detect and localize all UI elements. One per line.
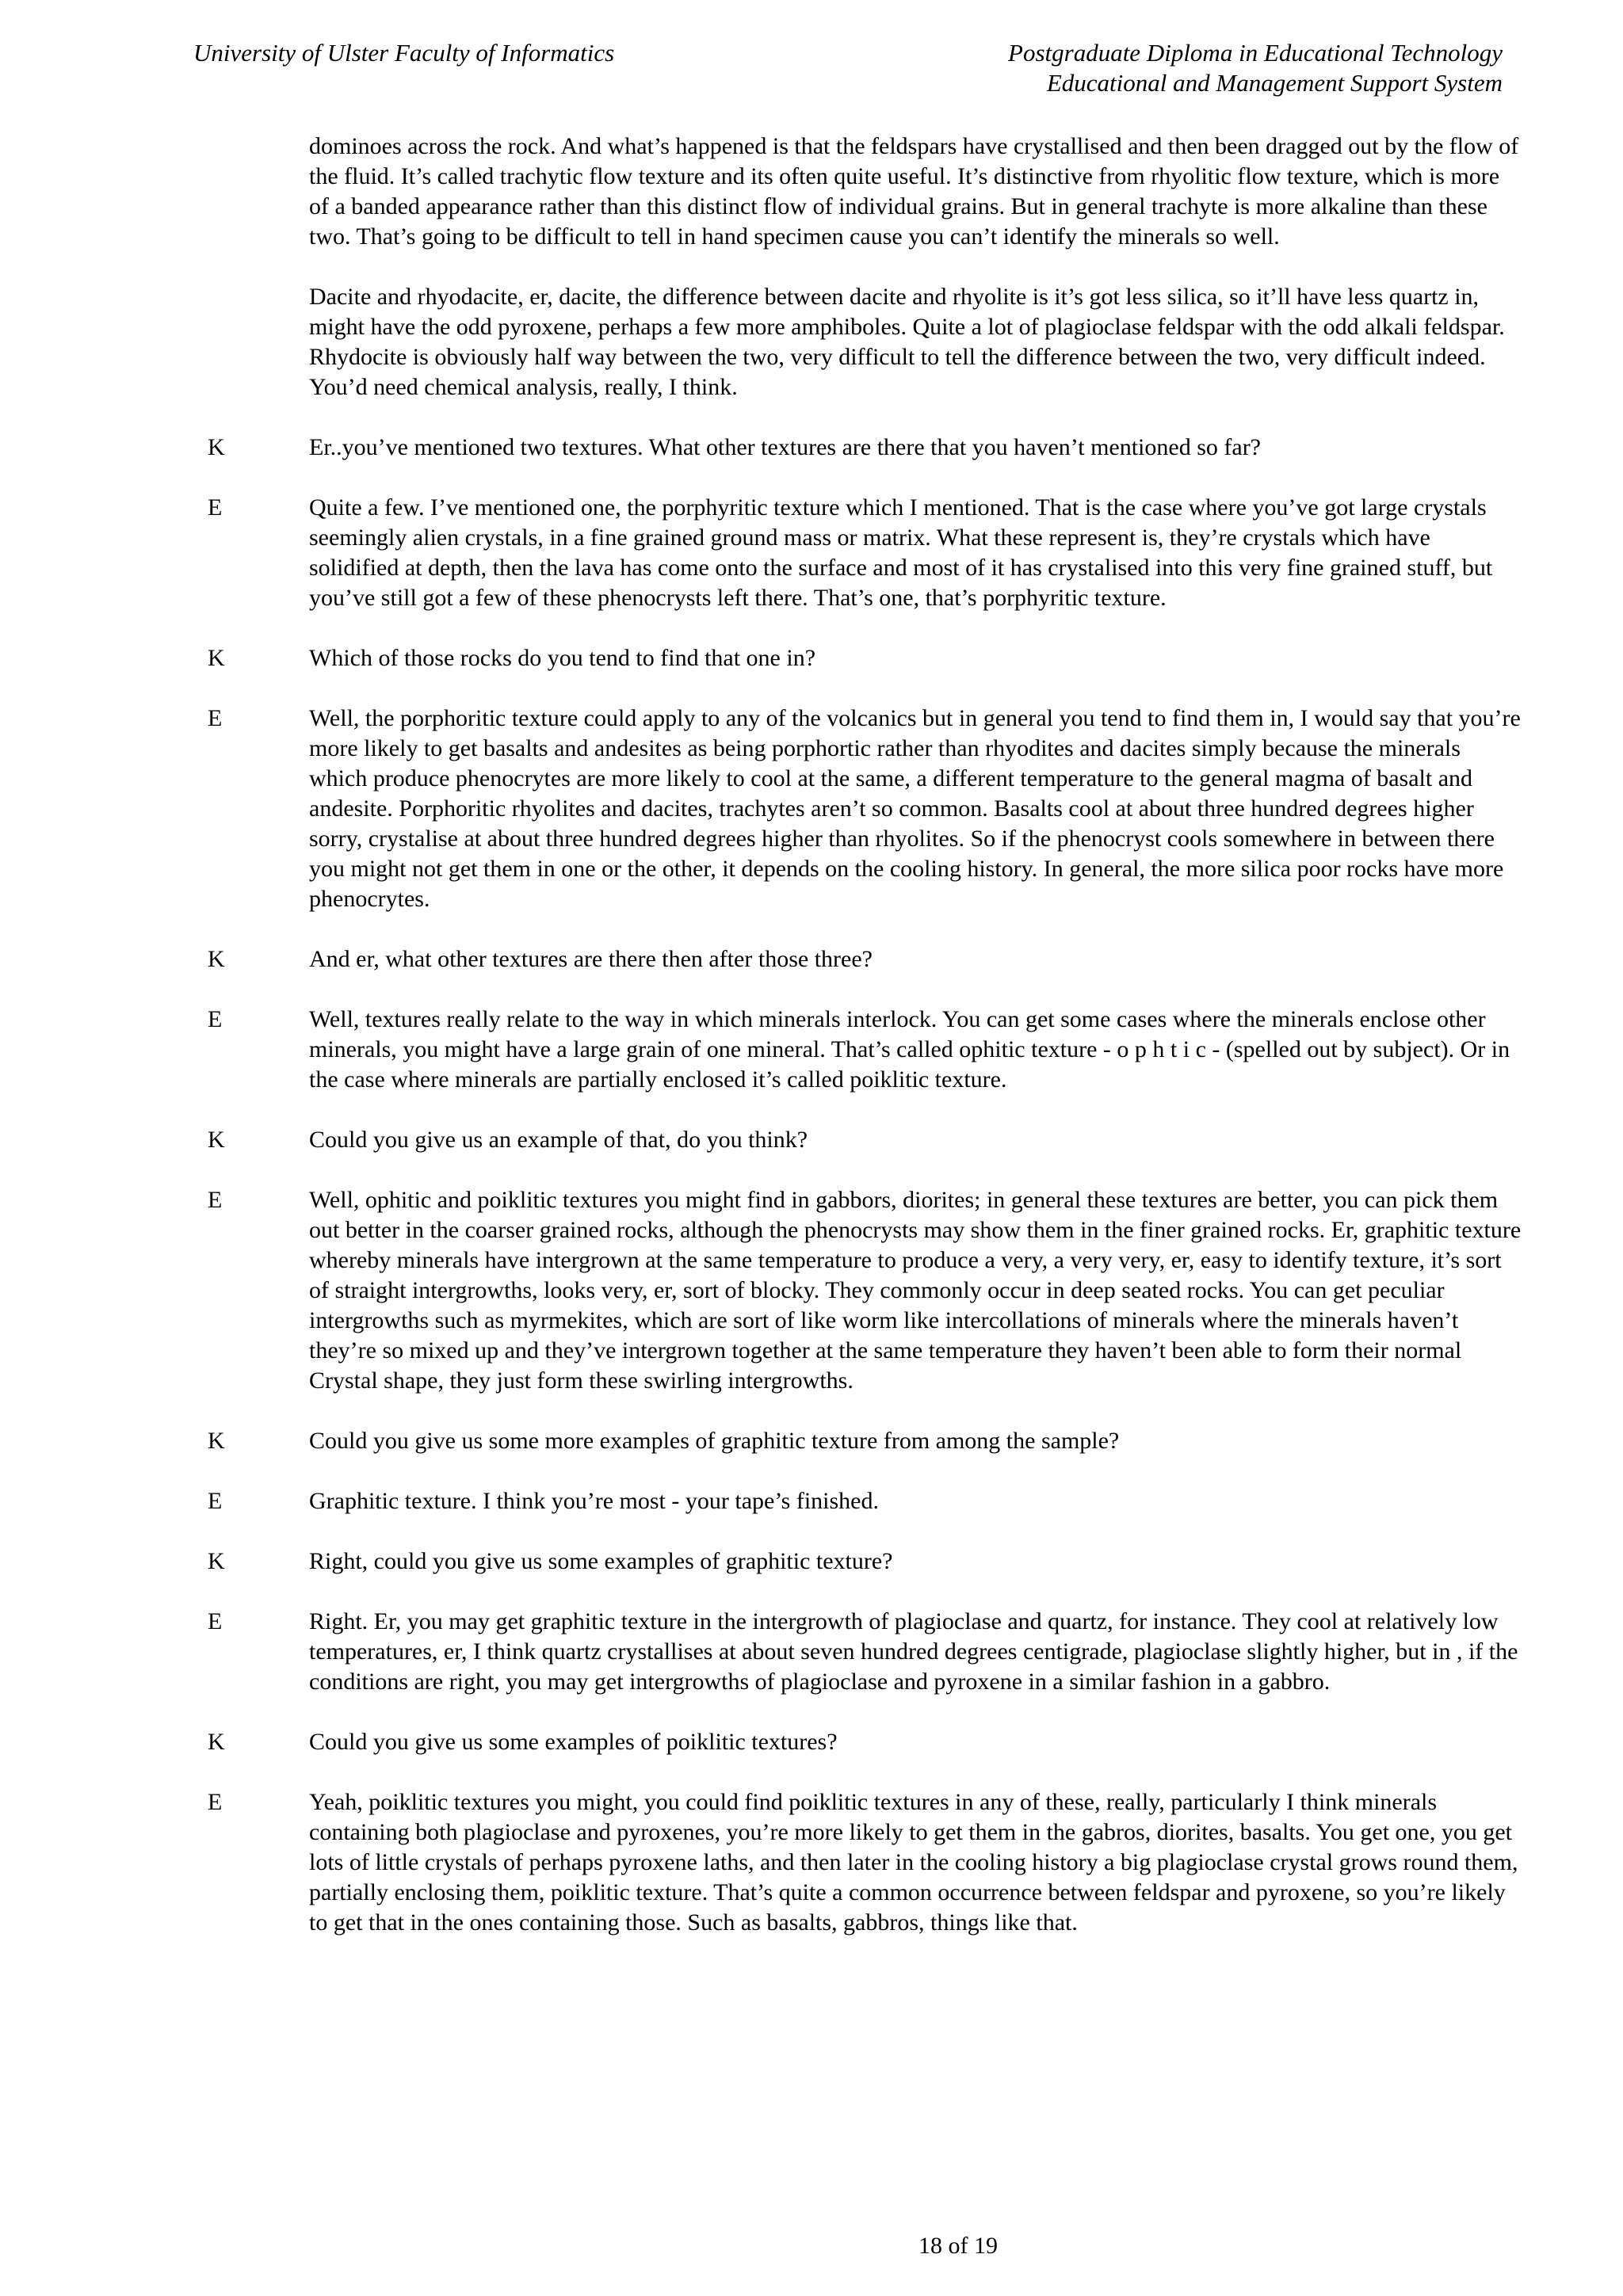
speaker-label: E [208,1006,223,1032]
transcript-paragraph [0,1005,1623,1095]
transcript-paragraph [0,1185,1623,1396]
transcript-paragraph [0,132,1623,252]
speaker-label: K [208,1127,225,1153]
page-number: 18 of 19 [918,2233,998,2259]
transcript-paragraph [0,1125,1623,1155]
paragraph-text: Could you give us an example of that, do you think? [309,1127,808,1153]
transcript-paragraph [0,1607,1623,1697]
speaker-label: E [208,1789,223,1815]
paragraph-text: Quite a few. I’ve mentioned one, the porphyritic texture which I mentioned. That is the case where you’ve got large crystals seemingly alien crystals, in a fine grained ground mass or matrix. What these represent is, they’re crystals which have solidified at depth, then the lava has come onto the surface and most of it has crystalised into this very fine grained stuff, but you’ve still got a few of these phenocrysts left there. That’s one, that’s porphyritic texture. [309,494,1493,611]
header-course [1008,38,1503,98]
transcript-paragraph [0,1426,1623,1456]
header-course-line1: Postgraduate Diploma in Educational Technology [1008,39,1503,67]
paragraph-text: Could you give us some more examples of graphitic texture from among the sample? [309,1428,1120,1454]
speaker-label: E [208,494,223,521]
transcript-paragraph [0,1486,1623,1516]
speaker-label: K [208,645,225,671]
paragraph-text: Yeah, poiklitic textures you might, you could find poiklitic textures in any of these, really, particularly I think minerals containing both plagioclase and pyroxenes, you’re more likely to get them in the gabros, diorites, basalts. You get one, you get lots of little crystals of perhaps pyroxene laths, and then later in the cooling history a big plagioclase crystal grows round them, partially enclosing them, poiklitic texture. That’s quite a common occurrence between feldspar and pyroxene, so you’re likely to get that in the ones containing those. Such as basalts, gabbros, things like that. [309,1789,1518,1936]
transcript-paragraph [0,704,1623,914]
paragraph-text: Well, textures really relate to the way in which minerals interlock. You can get some cases where the minerals enclose other minerals, you might have a large grain of one mineral. That’s called ophitic texture - o p h t i c - (spelled out by subject). Or in the case where minerals are partially enclosed it’s called poiklitic texture. [309,1006,1510,1093]
transcript-paragraph [0,282,1623,402]
speaker-label: K [208,946,225,972]
paragraph-text: And er, what other textures are there then after those three? [309,946,873,972]
paragraph-text: dominoes across the rock. And what’s happened is that the feldspars have crystallised and then been dragged out by the flow of the fluid. It’s called trachytic flow texture and its often quite useful. It’s distinctive from rhyolitic flow texture, which is more of a banded appearance rather than this distinct flow of individual grains. But in general trachyte is more alkaline than these two. That’s going to be difficult to tell in hand specimen cause you can’t identify the minerals so well. [309,133,1519,250]
paragraph-text: Could you give us some examples of poiklitic textures? [309,1729,838,1755]
transcript-body [0,132,1623,1968]
speaker-label: E [208,1608,223,1634]
header-course-line2: Educational and Management Support System [1046,69,1503,97]
paragraph-text: Well, the porphoritic texture could apply to any of the volcanics but in general you tend to find them in, I would say that you’re more likely to get basalts and andesites as being porphortic rather than rhyodites and dacites simply because the minerals which produce phenocrytes are more likely to cool at the same, a different temperature to the general magma of basalt and andesite. Porphoritic rhyolites and dacites, trachytes aren’t so common. Basalts cool at about three hundred degrees higher sorry, crystalise at about three hundred degrees higher than rhyolites. So if the phenocryst cools somewhere in between there you might not get them in one or the other, it depends on the cooling history. In general, the more silica poor rocks have more phenocrytes. [309,705,1521,912]
speaker-label: E [208,1488,223,1514]
transcript-paragraph [0,643,1623,673]
paragraph-text: Right. Er, you may get graphitic texture in the intergrowth of plagioclase and quartz, for instance. They cool at relatively low temperatures, er, I think quartz crystallises at about seven hundred degrees centigrade, plagioclase slightly higher, but in , if the conditions are right, you may get intergrowths of plagioclase and pyroxene in a similar fashion in a gabbro. [309,1608,1518,1695]
transcript-paragraph [0,944,1623,974]
speaker-label: K [208,1548,225,1574]
speaker-label: E [208,705,223,731]
paragraph-text: Well, ophitic and poiklitic textures you might find in gabbors, diorites; in general these textures are better, you can pick them out better in the coarser grained rocks, although the phenocrysts may show them in the finer grained rocks. Er, graphitic texture whereby minerals have intergrown at the same temperature to produce a very, a very very, er, easy to identify texture, it’s sort of straight intergrowths, looks very, er, sort of blocky. They commonly occur in deep seated rocks. You can get peculiar intergrowths such as myrmekites, which are sort of like worm like intercollations of minerals where the minerals haven’t they’re so mixed up and they’ve intergrown together at the same temperature they haven’t been able to form their normal Crystal shape, they just form these swirling intergrowths. [309,1187,1522,1394]
speaker-label: K [208,1729,225,1755]
transcript-paragraph [0,1787,1623,1938]
transcript-paragraph [0,433,1623,463]
header-institution: University of Ulster Faculty of Informatics [193,39,615,67]
paragraph-text: Which of those rocks do you tend to find that one in? [309,645,816,671]
paragraph-text: Er..you’ve mentioned two textures. What other textures are there that you haven’t mentioned so far? [309,434,1261,460]
transcript-paragraph [0,493,1623,613]
page-footer [0,2231,1623,2261]
transcript-paragraph [0,1727,1623,1757]
paragraph-text: Dacite and rhyodacite, er, dacite, the difference between dacite and rhyolite is it’s got less silica, so it’ll have less quartz in, might have the odd pyroxene, perhaps a few more amphiboles. Quite a lot of plagioclase feldspar with the odd alkali feldspar. Rhydocite is obviously half way between the two, very difficult to tell the difference between the two, very difficult indeed. You’d need chemical analysis, really, I think. [309,284,1505,400]
speaker-label: K [208,434,225,460]
transcript-paragraph [0,1547,1623,1577]
speaker-label: K [208,1428,225,1454]
paragraph-text: Graphitic texture. I think you’re most - your tape’s finished. [309,1488,879,1514]
paragraph-text: Right, could you give us some examples of graphitic texture? [309,1548,893,1574]
speaker-label: E [208,1187,223,1213]
